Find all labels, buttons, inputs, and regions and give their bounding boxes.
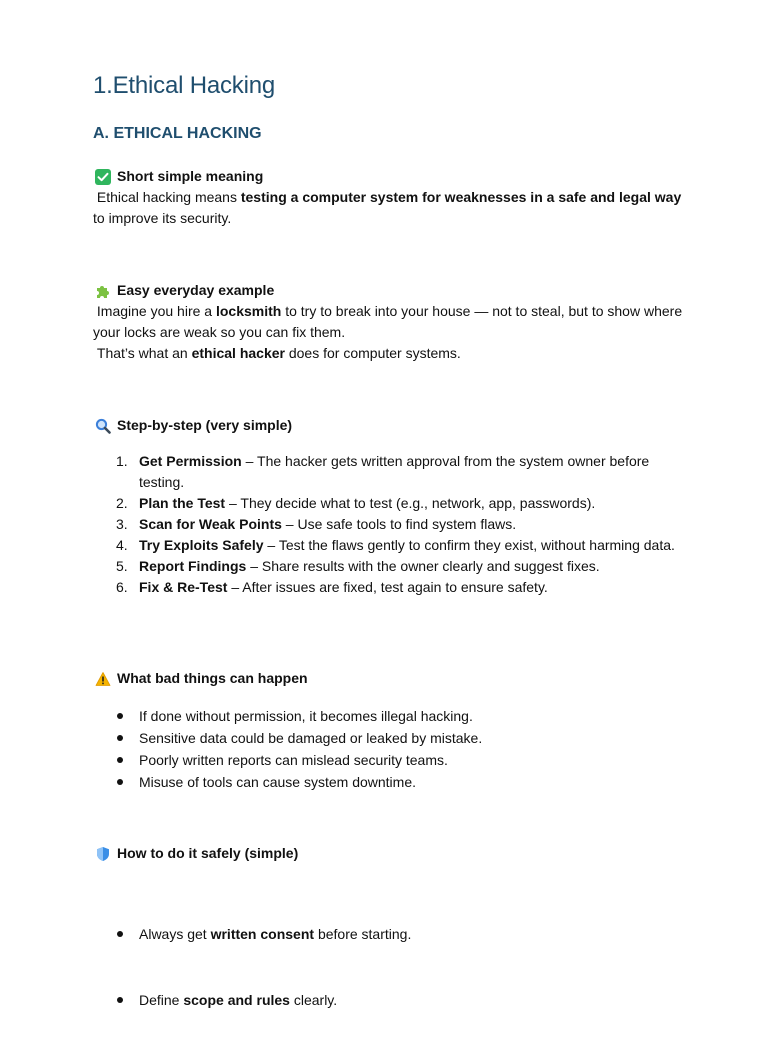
- puzzle-piece-icon: [95, 283, 111, 299]
- bullet: [117, 997, 123, 1003]
- example-line1-post: to try to break into your house — not to steal, but to show where your locks are weak so you can fix them.: [93, 303, 686, 340]
- example-paragraph-1: [93, 301, 686, 343]
- list-item: [93, 577, 683, 598]
- step-number: 5.: [116, 558, 128, 574]
- check-mark-icon: [95, 169, 111, 185]
- risk-text: Misuse of tools can cause system downtime.: [139, 774, 417, 790]
- bullet: [117, 931, 123, 937]
- example-line1-bold: locksmith: [215, 303, 282, 319]
- safety-text-pre: Define: [139, 992, 184, 1008]
- list-item: [93, 514, 683, 535]
- step-title: Get Permission: [139, 453, 242, 469]
- risks-heading: [95, 668, 308, 689]
- example-line2-bold: ethical hacker: [191, 345, 285, 361]
- example-line2-pre: That’s what an: [93, 345, 192, 361]
- meaning-text-pre: Ethical hacking means: [93, 189, 241, 205]
- step-text: – Test the flaws gently to confirm they exist, without harming data.: [263, 537, 675, 553]
- example-heading-text: Easy everyday example: [117, 282, 275, 298]
- step-text: – The hacker gets written approval from the system owner before testing.: [139, 453, 650, 490]
- section-heading: A. ETHICAL HACKING: [93, 125, 262, 142]
- steps-heading-text: Step-by-step (very simple): [117, 417, 293, 433]
- step-title: Plan the Test: [139, 495, 226, 511]
- meaning-text-bold: testing a computer system for weaknesses in a safe and legal way: [240, 189, 682, 205]
- example-line1-pre: Imagine you hire a: [93, 303, 216, 319]
- warning-icon: [95, 671, 111, 687]
- risks-heading-text: What bad things can happen: [117, 670, 308, 686]
- list-item: [93, 556, 683, 577]
- bullet: [117, 757, 123, 763]
- safety-list: [93, 879, 683, 1055]
- safety-text-bold: scope and rules: [183, 992, 290, 1008]
- safety-text-pre: Always get: [139, 926, 211, 942]
- risks-list: [93, 705, 683, 793]
- step-title: Report Findings: [139, 558, 247, 574]
- list-item: [93, 535, 683, 556]
- safety-text-bold: written consent: [210, 926, 315, 942]
- list-item: [93, 451, 683, 493]
- risk-text: Poorly written reports can mislead security teams.: [139, 752, 448, 768]
- list-item: [93, 749, 683, 771]
- example-paragraph-2: [93, 343, 683, 364]
- meaning-paragraph: [93, 187, 686, 229]
- list-item: [93, 989, 683, 1011]
- list-item: [93, 771, 683, 793]
- step-title: Try Exploits Safely: [139, 537, 264, 553]
- step-title: Fix & Re-Test: [139, 579, 228, 595]
- step-text: – Share results with the owner clearly and suggest fixes.: [246, 558, 600, 574]
- steps-heading: [95, 415, 292, 436]
- step-number: 2.: [116, 495, 128, 511]
- bullet: [117, 735, 123, 741]
- safety-heading-text: How to do it safely (simple): [117, 845, 299, 861]
- shield-icon: [95, 846, 111, 862]
- step-number: 4.: [116, 537, 128, 553]
- meaning-text-post: to improve its security.: [93, 189, 686, 226]
- risk-text: If done without permission, it becomes illegal hacking.: [139, 708, 473, 724]
- safety-text-post: before starting.: [314, 926, 412, 942]
- step-text: – After issues are fixed, test again to ensure safety.: [227, 579, 548, 595]
- list-item: [93, 493, 683, 514]
- list-item: [93, 705, 683, 727]
- step-title: Scan for Weak Points: [139, 516, 282, 532]
- safety-text-post: clearly.: [289, 992, 338, 1008]
- list-item: [93, 727, 683, 749]
- step-text: – Use safe tools to find system flaws.: [281, 516, 517, 532]
- bullet: [117, 713, 123, 719]
- step-text: – They decide what to test (e.g., network, app, passwords).: [225, 495, 596, 511]
- risk-text: Sensitive data could be damaged or leaked by mistake.: [139, 730, 483, 746]
- step-number: 3.: [116, 516, 128, 532]
- steps-list: [93, 451, 683, 598]
- magnifying-glass-icon: [95, 418, 111, 434]
- list-item: [93, 923, 683, 945]
- meaning-heading: [95, 166, 263, 187]
- bullet: [117, 779, 123, 785]
- meaning-heading-text: Short simple meaning: [117, 168, 264, 184]
- example-heading: [95, 280, 274, 301]
- step-number: 1.: [116, 453, 128, 469]
- page-title: 1.Ethical Hacking: [93, 72, 276, 99]
- safety-heading: [95, 843, 298, 864]
- step-number: 6.: [116, 579, 128, 595]
- example-line2-post: does for computer systems.: [284, 345, 461, 361]
